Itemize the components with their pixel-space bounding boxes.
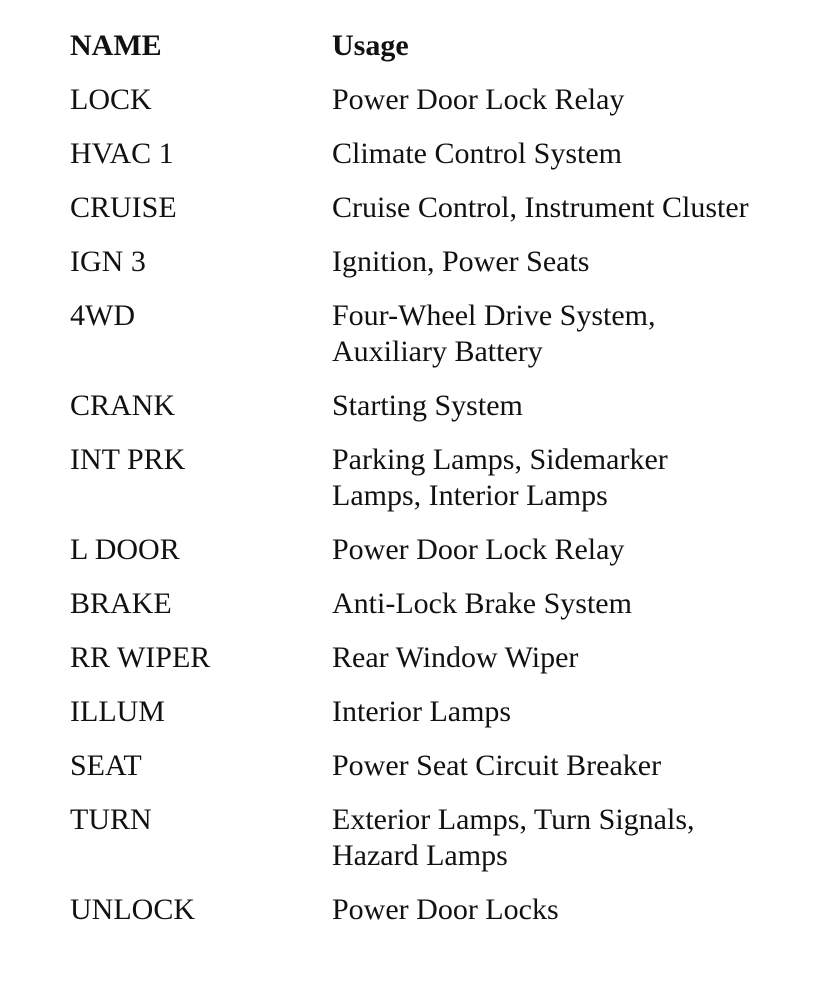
- fuse-usage-cell: [332, 136, 810, 172]
- usage-text-line: Power Door Locks: [332, 893, 559, 926]
- fuse-name-cell: IGN 3: [70, 245, 146, 278]
- fuse-usage-cell: [332, 640, 810, 676]
- table-row: [70, 586, 810, 622]
- table-row: [70, 136, 810, 172]
- fuse-usage-cell: [332, 388, 810, 424]
- table-row: [70, 190, 810, 226]
- fuse-usage-cell: [332, 532, 810, 568]
- table-row: [70, 802, 810, 874]
- fuse-usage-cell: [332, 442, 810, 514]
- fuse-usage-cell: [332, 82, 810, 118]
- usage-text-line: Lamps, Interior Lamps: [332, 479, 608, 512]
- fuse-name-cell: RR WIPER: [70, 641, 211, 674]
- table-header-row: [70, 28, 810, 64]
- table-row: [70, 388, 810, 424]
- usage-text-line: Anti-Lock Brake System: [332, 587, 632, 620]
- usage-text-line: Ignition, Power Seats: [332, 245, 590, 278]
- table-row: [70, 532, 810, 568]
- fuse-name-cell: 4WD: [70, 299, 135, 332]
- fuse-name-cell: HVAC 1: [70, 137, 174, 170]
- fuse-name-cell: L DOOR: [70, 533, 180, 566]
- fuse-usage-cell: [332, 244, 810, 280]
- table-row: [70, 640, 810, 676]
- fuse-usage-cell: [332, 694, 810, 730]
- fuse-usage-cell: [332, 190, 810, 226]
- usage-text-line: Starting System: [332, 389, 523, 422]
- fuse-name-cell: UNLOCK: [70, 893, 195, 926]
- table-row: [70, 748, 810, 784]
- fuse-usage-cell: [332, 298, 810, 370]
- usage-text-line: Exterior Lamps, Turn Signals,: [332, 803, 695, 836]
- name-column-header: NAME: [70, 29, 162, 62]
- usage-text-line: Power Seat Circuit Breaker: [332, 749, 662, 782]
- fuse-name-cell: BRAKE: [70, 587, 172, 620]
- fuse-name-cell: LOCK: [70, 83, 152, 116]
- table-row: [70, 82, 810, 118]
- fuse-name-cell: INT PRK: [70, 443, 186, 476]
- table-row: [70, 298, 810, 370]
- usage-text-line: Cruise Control, Instrument Cluster: [332, 191, 749, 224]
- usage-text-line: Auxiliary Battery: [332, 335, 543, 368]
- fuse-name-cell: CRUISE: [70, 191, 177, 224]
- usage-text-line: Power Door Lock Relay: [332, 533, 625, 566]
- fuse-usage-cell: [332, 892, 810, 928]
- usage-text-line: Interior Lamps: [332, 695, 512, 728]
- fuse-name-cell: ILLUM: [70, 695, 165, 728]
- usage-text-line: Hazard Lamps: [332, 839, 508, 872]
- table-row: [70, 244, 810, 280]
- usage-text-line: Power Door Lock Relay: [332, 83, 625, 116]
- usage-text-line: Four-Wheel Drive System,: [332, 299, 656, 332]
- table-row: [70, 694, 810, 730]
- fuse-name-cell: CRANK: [70, 389, 176, 422]
- fuse-name-cell: TURN: [70, 803, 152, 836]
- fuse-name-cell: SEAT: [70, 749, 142, 782]
- table-row: [70, 442, 810, 514]
- table-body: [70, 82, 810, 928]
- usage-text-line: Climate Control System: [332, 137, 622, 170]
- fuse-usage-cell: [332, 586, 810, 622]
- usage-text-line: Rear Window Wiper: [332, 641, 579, 674]
- fuse-usage-cell: [332, 802, 810, 874]
- table-row: [70, 892, 810, 928]
- usage-column-header: Usage: [332, 29, 409, 62]
- usage-text-line: Parking Lamps, Sidemarker: [332, 443, 668, 476]
- fuse-usage-cell: [332, 748, 810, 784]
- fuse-usage-table: [70, 28, 810, 946]
